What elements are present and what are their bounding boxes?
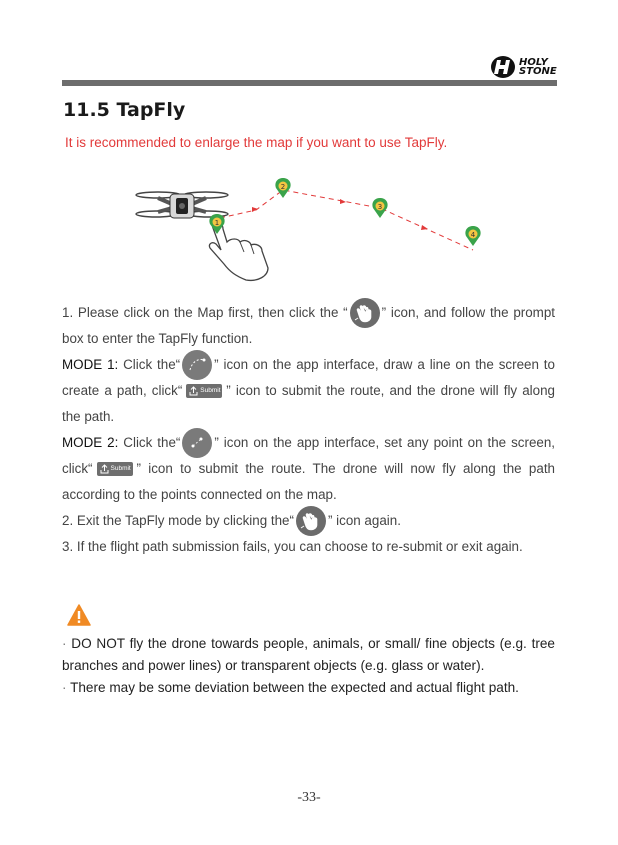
waypoint-label-3: 3 (377, 203, 383, 211)
note-1-bullet: · (62, 636, 67, 651)
waypoint-label-2: 2 (280, 183, 286, 191)
warning-triangle-icon (67, 604, 91, 626)
step-2 (62, 508, 555, 534)
mode-1-text-c: ” icon to submit the route, and the drone will fly along the path. (62, 383, 555, 424)
page-number: -33- (297, 790, 321, 805)
waypoint-label-4: 4 (470, 231, 476, 239)
tapfly-hand-icon (350, 298, 380, 328)
instructions (62, 300, 555, 560)
mode-2-text-c: ” icon to submit the route. The drone will now fly along the path according to the points connected on the map. (62, 461, 555, 502)
section-title: 11.5 TapFly (63, 99, 186, 121)
step-1-text-a: 1. Please click on the Map first, then click the “ (62, 305, 348, 320)
step-1 (62, 300, 555, 352)
step-1-text-b: ” icon, and follow the prompt box to enter the TapFly function. (62, 305, 556, 346)
mode-1-text-a: Click the“ (118, 357, 181, 372)
set-point-icon (182, 428, 212, 458)
tapfly-illustration (128, 172, 488, 290)
mode-1 (62, 352, 555, 430)
note-1 (62, 633, 555, 677)
note-2 (62, 677, 555, 699)
submit-icon-2-label: Submit (110, 465, 131, 473)
brand-line-1: HOLY (519, 57, 548, 68)
flight-path (220, 190, 473, 250)
note-2-text: There may be some deviation between the expected and actual flight path. (70, 680, 519, 695)
mode-2-text-b: ” icon on the app interface, set any point on the screen, click“ (62, 435, 556, 476)
section-subtitle: It is recommended to enlarge the map if you want to use TapFly. (65, 135, 448, 150)
safety-notes (62, 633, 555, 699)
mode-2-label: MODE 2: (62, 435, 119, 450)
step-2-text-b: ” icon again. (327, 513, 401, 528)
mode-2-text-a: Click the“ (118, 435, 181, 450)
mode-1-label: MODE 1: (62, 357, 119, 372)
submit-icon-label: Submit (200, 387, 221, 395)
drone-icon (136, 192, 228, 218)
tapfly-hand-icon-2 (296, 506, 326, 536)
mode-2 (62, 430, 555, 508)
submit-icon (186, 384, 222, 398)
mode-1-text-b: ” icon on the app interface, draw a line on the screen to create a path, click“ (62, 357, 555, 398)
draw-path-icon (182, 350, 212, 380)
brand-line-2: STONE (519, 66, 557, 77)
note-2-bullet: · (62, 680, 67, 695)
step-3: 3. If the flight path submission fails, you can choose to re-submit or exit again. (62, 539, 523, 554)
submit-icon-2 (97, 462, 133, 476)
header-divider (62, 80, 557, 86)
note-1-text: DO NOT fly the drone towards people, animals, or small/ fine objects (e.g. tree branches and power lines) or transparent objects (e.g. glass or water). (62, 636, 555, 673)
brand-wordmark (519, 58, 557, 76)
step-2-text-a: 2. Exit the TapFly mode by clicking the“ (62, 513, 294, 528)
waypoint-label-1: 1 (214, 219, 220, 227)
